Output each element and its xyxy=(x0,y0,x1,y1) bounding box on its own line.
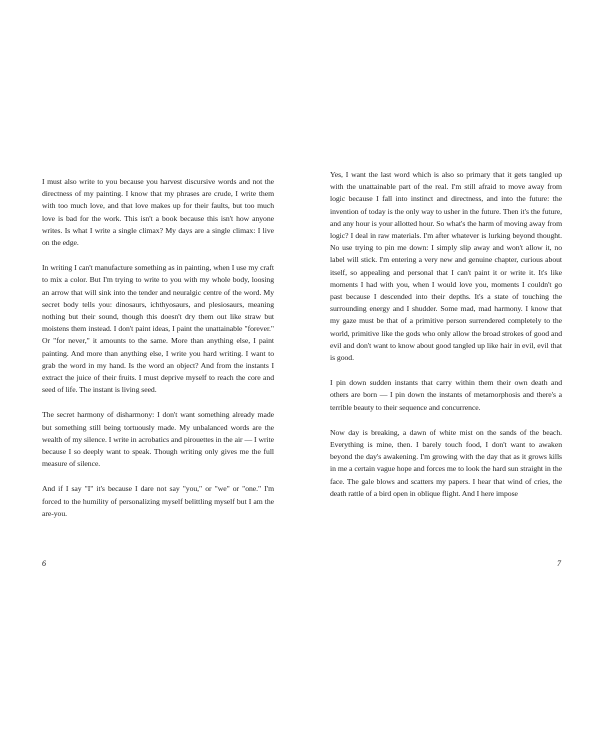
left-page xyxy=(42,176,274,533)
right-page-number: 7 xyxy=(557,559,561,568)
left-page-number: 6 xyxy=(42,559,46,568)
right-paragraph-3: Now day is breaking, a dawn of white mist on the sands of the beach. Everything is mine, then. I barely touch food, I don't want to awaken beyond the day's awakening. I'm growing with the day that as it grows kills in me a certain vague hope and forces me to look the hard sun straight in the face. The gale blows and scatters my papers. I hear that wind of cries, the death rattle of a bird open in oblique flight. And I here impose xyxy=(330,427,562,498)
right-page xyxy=(330,169,562,513)
left-paragraph-1: I must also write to you because you harvest discursive words and not the directness of my painting. I know that my phrases are crude, I write them with too much love, and that love makes up for their faults, but too much love is bad for the work. This isn't a book because this isn't how anyone writes. Is what I write a single climax? My days are a single climax: I live on the edge. xyxy=(42,177,274,248)
left-paragraph-4: And if I say "I" it's because I dare not say "you," or "we" or "one." I'm forced to the humility of personalizing myself belittling myself but I am the are-you. xyxy=(42,484,274,518)
right-paragraph-1: Yes, I want the last word which is also so primary that it gets tangled up with the unattainable part of the real. I'm still afraid to move away from logic because I fall into instinct and directness, and into the future: the invention of today is the only way to usher in the future. Then it's the future, and any hour is your allotted hour. So what's the harm of moving away from logic? I deal in raw materials. I'm after whatever is lurking beyond thought. No use trying to pin me down: I simply slip away and won't allow it, no label will stick. I'm entering a very new and genuine chapter, curious about itself, so appealing and personal that I can't paint it or write it. It's like moments I had with you, when I would love you, moments I couldn't go past because I descended into their depths. It's a state of touching the surrounding energy and I shudder. Some mad, mad harmony. I know that my gaze must be that of a primitive person surrendered completely to the world, primitive like the gods who only allow the broad strokes of good and evil and don't want to know about good tangled up like hair in evil, evil that is good. xyxy=(330,170,562,363)
left-paragraph-3: The secret harmony of disharmony: I don't want something already made but something still being tortuously made. My unbalanced words are the wealth of my silence. I write in acrobatics and pirouettes in the air — I write because I so deeply want to speak. Though writing only gives me the full measure of silence. xyxy=(42,410,274,469)
left-paragraph-2: In writing I can't manufacture something as in painting, when I use my craft to mix a color. But I'm trying to write to you with my whole body, loosing an arrow that will sink into the tender and neuralgic centre of the word. My secret body tells you: dinosaurs, ichthyosaurs, and plesiosaurs, meaning nothing but their sound, though this doesn't dry them out like straw but moistens them instead. I don't paint ideas, I paint the unattainable "forever." Or "for never," it amounts to the same. More than anything else, I paint painting. And more than anything else, I write you hard writing. I want to grab the word in my hand. Is the word an object? And from the instants I extract the juice of their fruits. I must deprive myself to reach the core and seed of life. The instant is living seed. xyxy=(42,263,274,395)
right-paragraph-2: I pin down sudden instants that carry within them their own death and others are born — I pin down the instants of metamorphosis and there's a terrible beauty to their sequence and concurrence. xyxy=(330,378,562,412)
